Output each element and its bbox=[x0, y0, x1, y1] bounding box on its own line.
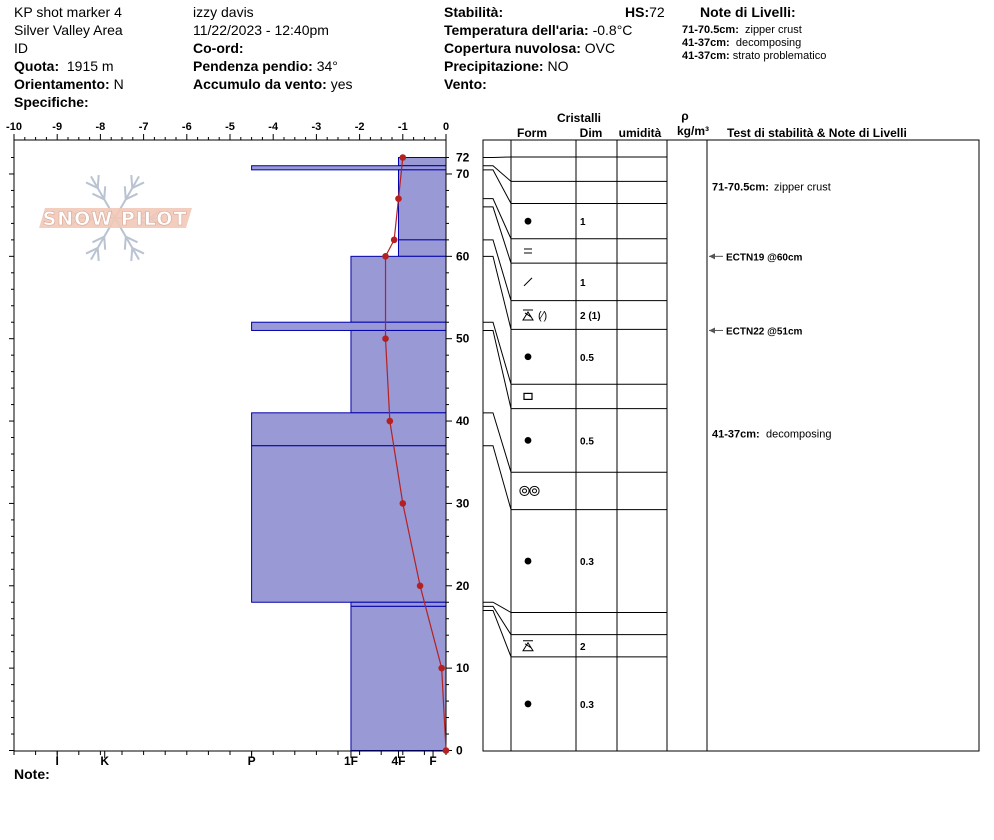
temp-tick-label: -4 bbox=[268, 121, 279, 133]
crystal-table bbox=[483, 109, 979, 751]
col-header-density-symbol: ρ bbox=[681, 109, 689, 123]
elevation-label: Quota: bbox=[14, 58, 60, 74]
stability-label: Stabilità: bbox=[444, 4, 504, 20]
sky-label: Copertura nuvolosa: bbox=[444, 40, 581, 56]
depth-hoar-icon bbox=[523, 641, 533, 651]
rounded-grain-icon bbox=[525, 701, 532, 708]
temp-tick-label: -9 bbox=[52, 121, 63, 133]
hardness-tick-label: P bbox=[247, 754, 256, 768]
depth-tick-label: 0 bbox=[456, 743, 463, 758]
hardness-layer bbox=[398, 240, 446, 256]
stability-test-label: ECTN22 @51cm bbox=[726, 326, 803, 338]
depth-tick-label: 50 bbox=[456, 331, 470, 346]
layer-note-range: 71-70.5cm: bbox=[712, 181, 769, 194]
melt-form-icon bbox=[520, 486, 529, 495]
temperature-point bbox=[391, 237, 398, 244]
temp-tick-label: -8 bbox=[95, 121, 106, 133]
temperature-point bbox=[400, 500, 407, 507]
temperature-point bbox=[395, 195, 402, 202]
melt-form-icon bbox=[530, 486, 539, 495]
elevation-value: 1915 m bbox=[66, 58, 114, 74]
layer-note-text: zipper crust bbox=[774, 181, 831, 194]
depth-tick-label: 10 bbox=[456, 661, 470, 676]
layer-connector bbox=[483, 256, 511, 329]
col-header-moisture: umidità bbox=[618, 126, 662, 140]
temperature-point bbox=[387, 418, 394, 425]
depth-tick-label: 72 bbox=[456, 150, 470, 165]
grain-size: 2 (1) bbox=[580, 310, 601, 322]
hardness-layer bbox=[252, 446, 446, 602]
col-header-form: Form bbox=[517, 126, 547, 140]
layer-connector bbox=[483, 446, 511, 510]
decomposing-icon bbox=[524, 278, 532, 286]
temperature-point bbox=[382, 335, 389, 342]
depth-hoar-icon bbox=[523, 310, 533, 320]
temp-tick-label: -7 bbox=[138, 121, 149, 133]
observer-name: izzy davis bbox=[193, 4, 254, 20]
grain-size: 0.3 bbox=[580, 557, 594, 569]
col-header-density-unit: kg/m³ bbox=[676, 124, 710, 138]
wind-loading-label: Accumulo da vento: bbox=[193, 76, 327, 92]
layer-note-range: 71-70.5cm: bbox=[682, 24, 739, 36]
aspect-value: N bbox=[113, 76, 124, 92]
grain-size: 0.5 bbox=[580, 436, 594, 448]
hs-label: HS: bbox=[625, 4, 650, 20]
depth-tick-label: 60 bbox=[456, 249, 470, 264]
temperature-point bbox=[438, 665, 445, 672]
layer-note-text: zipper crust bbox=[745, 24, 802, 36]
state-name: ID bbox=[14, 40, 28, 56]
layer-note-text: strato problematico bbox=[732, 50, 827, 62]
wind-label: Vento: bbox=[444, 76, 487, 92]
depth-tick-label: 30 bbox=[456, 496, 470, 511]
precip-value: NO bbox=[547, 58, 569, 74]
secondary-form-icon: (∕) bbox=[538, 309, 548, 322]
temperature-point bbox=[382, 253, 389, 260]
rounded-grain-icon bbox=[525, 558, 532, 565]
col-header-size: Dim bbox=[579, 126, 603, 140]
hardness-layer bbox=[252, 413, 446, 446]
hardness-layer bbox=[351, 602, 446, 606]
temp-tick-label: -3 bbox=[311, 121, 322, 133]
melt-form-icon bbox=[533, 489, 537, 493]
temp-tick-label: -10 bbox=[6, 121, 22, 133]
observation-datetime: 11/22/2023 - 12:40pm bbox=[193, 22, 329, 38]
hardness-layer bbox=[398, 170, 446, 240]
grain-size: 1 bbox=[580, 217, 586, 229]
wind-loading-value: yes bbox=[330, 76, 353, 92]
temperature-point bbox=[417, 582, 424, 589]
layer-connector bbox=[483, 322, 511, 384]
temp-tick-label: -5 bbox=[225, 121, 235, 133]
hardness-layer bbox=[351, 256, 446, 322]
snowflake-branch bbox=[98, 248, 99, 261]
rounded-grain-icon bbox=[525, 353, 532, 360]
stability-test-label: ECTN19 @60cm bbox=[726, 252, 803, 264]
aspect-label: Orientamento: bbox=[14, 76, 110, 92]
hardness-tick-label: 4F bbox=[391, 754, 406, 768]
layer-note-range: 41-37cm: bbox=[682, 50, 730, 62]
grain-size: 2 bbox=[580, 641, 586, 653]
snowflake-branch bbox=[125, 237, 126, 250]
hardness-layers bbox=[252, 158, 446, 751]
ice-layer-icon bbox=[524, 393, 532, 399]
notes-label: Note: bbox=[14, 766, 50, 782]
depth-tick-label: 20 bbox=[456, 578, 470, 593]
snowflake-branch bbox=[131, 248, 132, 261]
layer-connector bbox=[483, 157, 511, 158]
snowflake-branch bbox=[98, 175, 99, 188]
snowpilot-watermark bbox=[39, 175, 192, 261]
layer-connector bbox=[483, 610, 511, 656]
hardness-tick-label: I bbox=[55, 754, 59, 768]
crystal-table-frame bbox=[483, 140, 979, 751]
temperature-point bbox=[400, 154, 407, 161]
hardness-layer bbox=[351, 330, 446, 412]
sky-value: OVC bbox=[584, 40, 616, 56]
stability-test-arrowhead bbox=[709, 327, 715, 333]
stability-test-arrowhead bbox=[709, 253, 715, 259]
col-header-tests: Test di stabilità & Note di Livelli bbox=[727, 126, 907, 140]
hardness-tick-label: K bbox=[100, 754, 110, 768]
layer-note-text: decomposing bbox=[735, 37, 802, 49]
hardness-tick-label: 1F bbox=[343, 754, 358, 768]
temp-tick-label: 0 bbox=[442, 121, 450, 133]
layer-notes-title-text: Note di Livelli: bbox=[700, 4, 796, 20]
depth-tick-label: 40 bbox=[456, 414, 470, 429]
temperature-point bbox=[443, 747, 450, 754]
rounded-grain-icon bbox=[525, 437, 532, 444]
precip-label: Precipitazione: bbox=[444, 58, 544, 74]
layer-connector bbox=[483, 413, 511, 472]
grain-size: 1 bbox=[580, 277, 586, 289]
area-name: Silver Valley Area bbox=[14, 22, 123, 38]
logo-text: SNOW PILOT bbox=[42, 208, 188, 230]
air-temp-label: Temperatura dell'aria: bbox=[444, 22, 589, 38]
col-header-group: Cristalli bbox=[556, 111, 602, 125]
layer-note-range: 41-37cm: bbox=[682, 37, 730, 49]
layer-note-text: decomposing bbox=[766, 428, 832, 441]
hardness-layer bbox=[252, 166, 446, 170]
hs-value: 72 bbox=[649, 4, 665, 20]
hardness-tick-label: F bbox=[429, 754, 437, 768]
layer-note-range: 41-37cm: bbox=[712, 428, 760, 441]
temp-tick-label: -2 bbox=[354, 121, 365, 133]
snowflake-branch bbox=[125, 186, 126, 199]
snowflake-branch bbox=[131, 175, 132, 188]
location-name: KP shot marker 4 bbox=[14, 4, 122, 20]
snowflake-branch bbox=[104, 237, 105, 250]
temp-tick-label: -1 bbox=[397, 121, 408, 133]
layer-connector bbox=[483, 166, 511, 182]
melt-form-icon bbox=[523, 489, 527, 493]
grain-size: 0.3 bbox=[580, 699, 594, 711]
depth-tick-label: 70 bbox=[456, 166, 470, 181]
slope-value: 34° bbox=[316, 58, 338, 74]
hardness-layer bbox=[252, 322, 446, 330]
coord-label: Co-ord: bbox=[193, 40, 244, 56]
air-temp-value: -0.8°C bbox=[592, 22, 633, 38]
grain-size: 0.5 bbox=[580, 352, 594, 364]
specifics-label: Specifiche: bbox=[14, 94, 89, 110]
snowflake-branch bbox=[104, 186, 105, 199]
rounded-grain-icon bbox=[525, 218, 532, 225]
temp-tick-label: -6 bbox=[181, 121, 192, 133]
slope-label: Pendenza pendio: bbox=[193, 58, 313, 74]
